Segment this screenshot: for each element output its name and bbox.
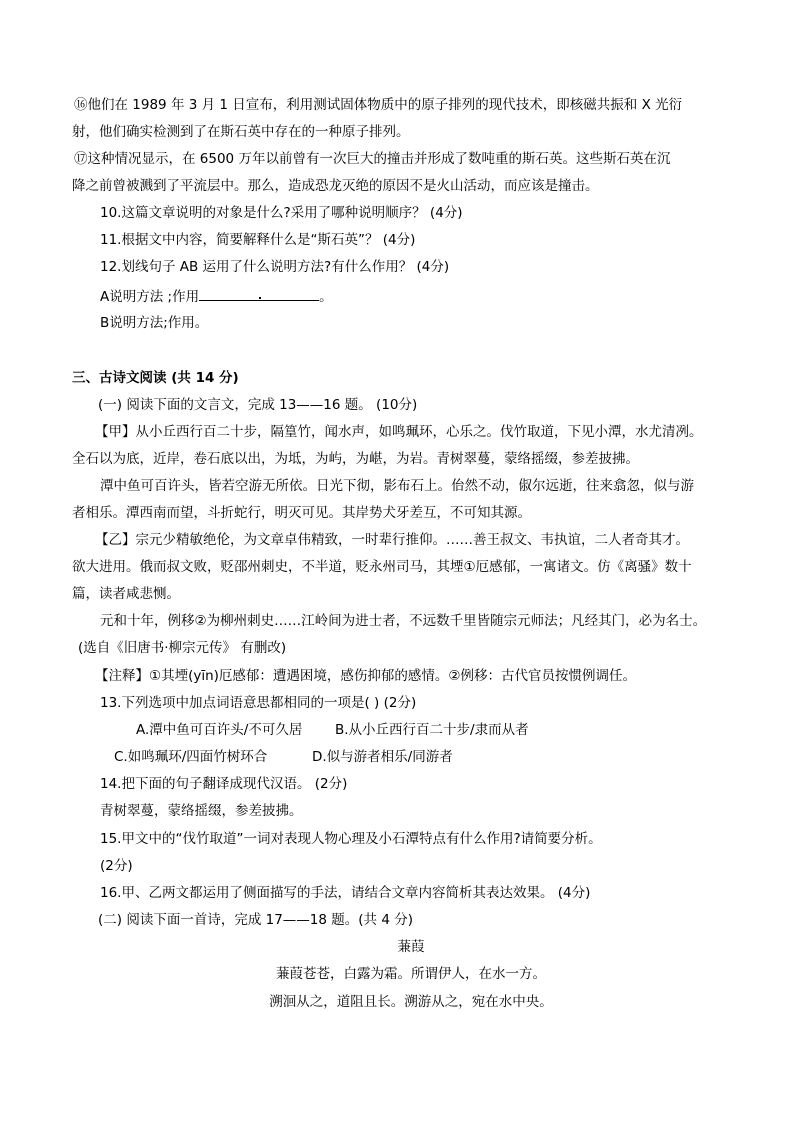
question-12: 12.划线句子 AB 运用了什么说明方法?有什么作用？ (4分): [100, 259, 450, 275]
jia-line-2: 全石以为底，近岸，卷石底以出，为坻，为屿，为嵁，为岩。青树翠蔓，蒙络摇缀，参差披拂。: [72, 451, 639, 467]
question-14: 14.把下面的句子翻译成现代汉语。 (2分): [100, 776, 348, 792]
option-c: C.如鸣珮环/四面竹树环合: [114, 749, 268, 765]
jia-line-3: 潭中鱼可百许头，皆若空游无所依。日光下彻，影布石上。佁然不动，俶尔远逝，往来翕忽，似与游: [100, 478, 694, 494]
question-14-sentence: 青树翠蔓，蒙络摇缀，参差披拂。: [100, 803, 303, 819]
question-16: 16.甲、乙两文都运用了侧面描写的手法，请结合文章内容简析其表达效果。 (4分): [100, 885, 591, 901]
paragraph-17-line-2: 降之前曾被溅到了平流层中。那么，造成恐龙灭绝的原因不是火山活动，而应该是撞击。: [72, 178, 599, 194]
question-15: 15.甲文中的“伐竹取道”一词对表现人物心理及小石潭特点有什么作用?请简要分析。: [100, 831, 602, 847]
paragraph-17-line-1: ⑰这种情况显示，在 6500 万年以前曾有一次巨大的撞击并形成了数吨重的斯石英。这些斯石英在沉: [74, 151, 671, 167]
question-15-score: (2分): [100, 858, 133, 874]
yi-line-3: 篇，读者咸悲恻。: [72, 586, 180, 602]
source-citation: (选自《旧唐书·柳宗元传》 有删改): [78, 640, 287, 656]
yi-line-1: 【乙】宗元少精敏绝伦，为文章卓伟精致，一时辈行推仰。……善王叔文、韦执谊，二人者奇其才。: [95, 532, 689, 548]
answer-a-label: A说明方法 ;作用: [100, 289, 200, 305]
question-12-answer-a: [100, 287, 333, 305]
jia-line-1: 【甲】从小丘西行百二十步，隔篁竹，闻水声，如鸣珮环，心乐之。伐竹取道，下见小潭，水尤清冽。: [95, 424, 703, 440]
answer-blank: [199, 287, 319, 301]
section-heading: 三、古诗文阅读 (共 14 分): [72, 370, 239, 386]
option-d: D.似与游者相乐/同游者: [312, 749, 453, 765]
paragraph-16-line-2: 射，他们确实检测到了在斯石英中存在的一种原子排列。: [72, 124, 410, 140]
paragraph-16-line-1: ⑯他们在 1989 年 3 月 1 日宣布，利用测试固体物质中的原子排列的现代技术，即核磁共振和 X 光衍: [74, 97, 683, 113]
annotation-notes: 【注释】①其堙(yīn)厄感郁：遭遇困境，感伤抑郁的感情。②例移：古代官员按惯例调任。: [95, 668, 637, 684]
question-11: 11.根据文中内容，简要解释什么是“斯石英”？ (4分): [100, 232, 416, 248]
option-a: A.潭中鱼可百许头/不可久居: [136, 722, 303, 738]
option-b: B.从小丘西行百二十步/隶而从者: [335, 722, 529, 738]
jia-line-4: 者相乐。潭西南而望，斗折蛇行，明灭可见。其岸势犬牙差互，不可知其源。: [72, 505, 531, 521]
yi-line-4: 元和十年，例移②为柳州刺史……江岭间为进士者，不远数千里皆随宗元师法；凡经其门，必为名士。: [100, 613, 707, 629]
subsection-2-heading: (二) 阅读下面一首诗，完成 17——18 题。(共 4 分): [98, 912, 413, 928]
answer-a-end: 。: [319, 289, 333, 305]
yi-line-2: 欲大进用。俄而叔文败，贬邵州刺史，不半道，贬永州司马，其堙①厄感郁，一寓诸文。仿《离骚》数十: [72, 559, 692, 575]
question-13: 13.下列选项中加点词语意思都相同的一项是( ) (2分): [100, 695, 417, 711]
poem-title: 蒹葭: [397, 939, 425, 955]
poem-line-2: 溯洄从之，道阻且长。溯游从之，宛在水中央。: [269, 994, 553, 1010]
poem-line-1: 蒹葭苍苍，白露为霜。所谓伊人，在水一方。: [276, 966, 546, 982]
question-12-answer-b: B说明方法;作用。: [100, 315, 209, 331]
subsection-1-heading: (一) 阅读下面的文言文，完成 13——16 题。 (10分): [98, 397, 418, 413]
question-10: 10.这篇文章说明的对象是什么?采用了哪种说明顺序？ (4分): [100, 205, 463, 221]
